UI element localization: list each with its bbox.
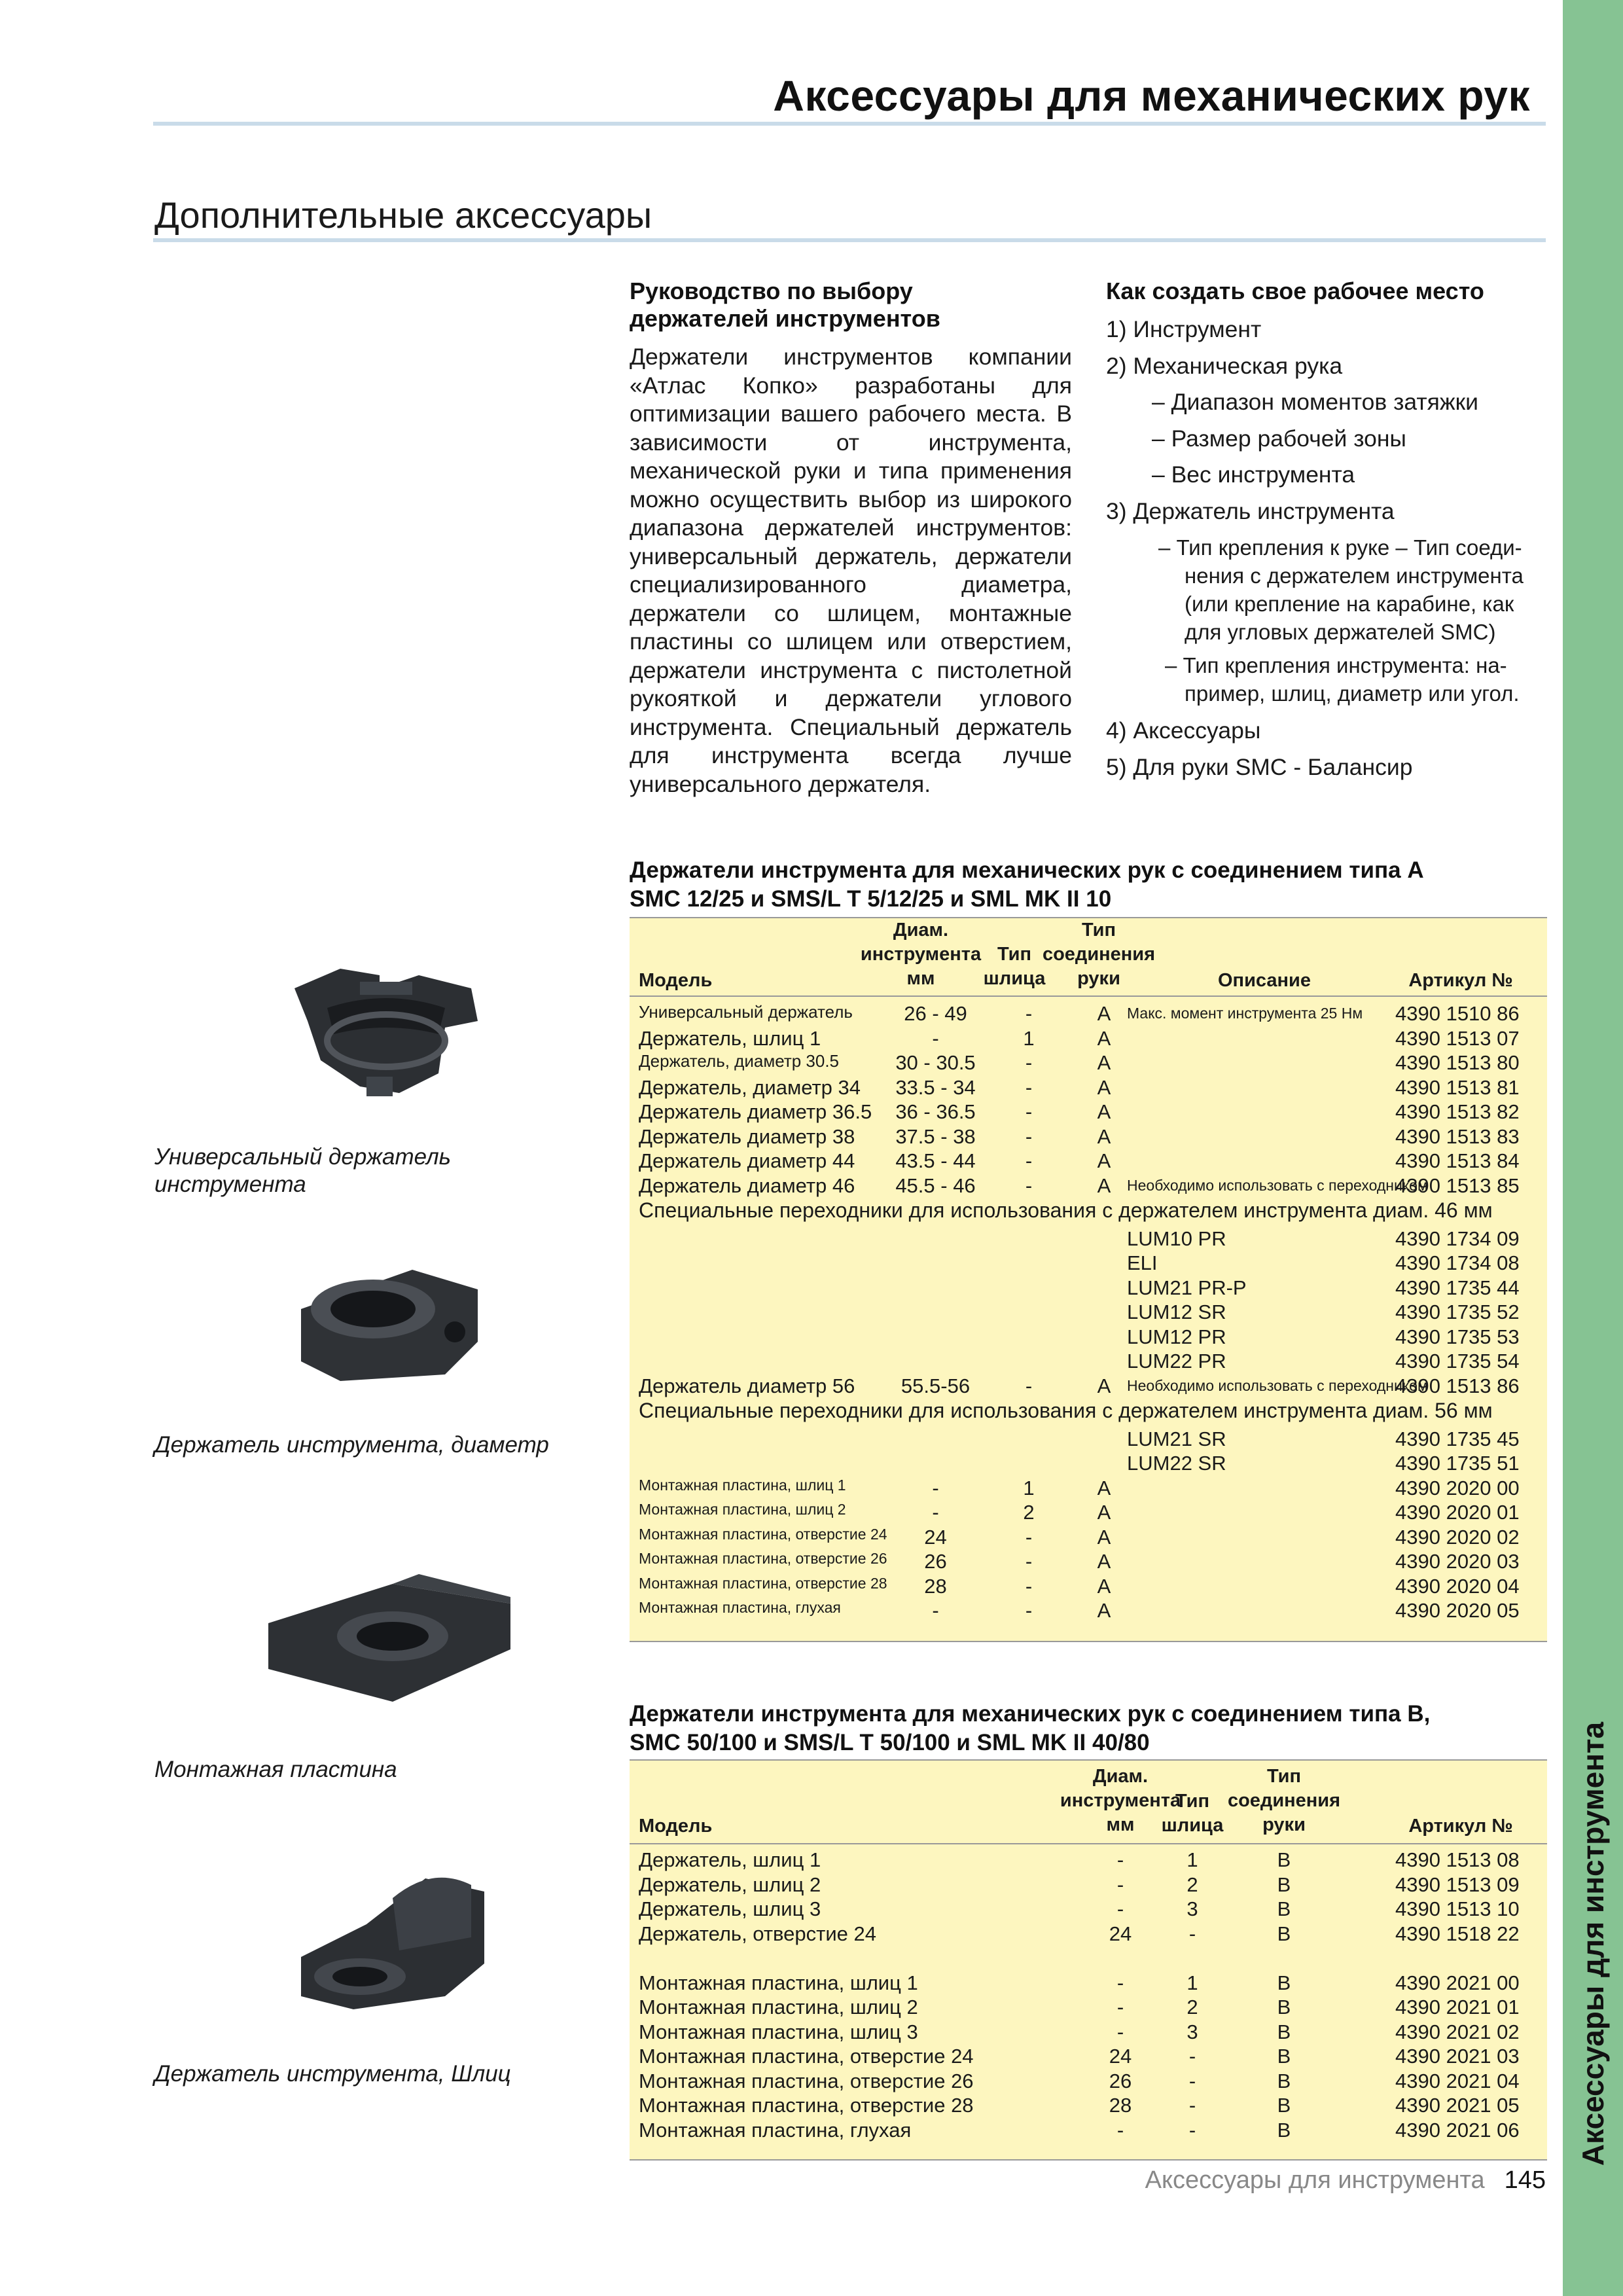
table-a-title-line: Держатели инструмента для механических рук с соединением типа A: [630, 857, 1424, 883]
adapter-row: [630, 1300, 1547, 1325]
cell-diam: -: [1116, 1996, 1124, 2018]
sub-step-line: пример, шлиц, диаметр или угол.: [1185, 681, 1520, 706]
table-row: [630, 1599, 1547, 1624]
cell-diam: 24: [1109, 1922, 1132, 1945]
cell-diam: -: [932, 1026, 939, 1050]
cell-diam: 26 - 49: [904, 1002, 967, 1025]
cell-slot: 3: [1186, 2020, 1198, 2043]
table-note: Специальные переходники для использования с держателем инструмента диам. 46 мм: [639, 1198, 1493, 1222]
cell-art: 4390 1513 81: [1395, 1075, 1520, 1099]
cell-diam: 30 - 30.5: [895, 1051, 976, 1074]
cell-slot: -: [1025, 1550, 1033, 1573]
cell-art: 4390 1513 08: [1395, 1848, 1520, 1871]
cell-desc: Необходимо использовать с переходником: [1127, 1376, 1428, 1394]
cell-art: 4390 1518 22: [1395, 1922, 1520, 1945]
cell-art: 4390 1513 80: [1395, 1051, 1520, 1074]
table-row: [630, 1897, 1547, 1922]
cell-art: 4390 1734 08: [1395, 1251, 1520, 1274]
cell-diam: 26: [924, 1550, 947, 1573]
cell-art: 4390 1510 86: [1395, 1002, 1520, 1025]
table-a: [630, 917, 1547, 1642]
cell-slot: -: [1188, 2094, 1196, 2117]
cell-art: 4390 2021 05: [1395, 2094, 1520, 2117]
table-b-title-line: SMC 50/100 и SMS/L T 50/100 и SML MK II 40/80: [630, 1730, 1150, 1755]
adapter-row: [630, 1227, 1547, 1252]
table-b-title: [630, 1700, 1430, 1757]
cell-conn: A: [1097, 1374, 1111, 1397]
adapter-row: [630, 1325, 1547, 1350]
table-row: [630, 1477, 1547, 1501]
sub-step: [1106, 651, 1548, 708]
col-model: Модель: [639, 970, 713, 991]
col-diam-l2: инструмента: [1060, 1790, 1181, 1811]
cell-diam: 43.5 - 44: [895, 1149, 976, 1172]
sub-step: – Размер рабочей зоны: [1152, 425, 1406, 452]
table-row: [630, 1922, 1547, 1947]
cell-adapter: LUM22 SR: [1127, 1452, 1226, 1475]
title-rule: [153, 122, 1546, 126]
cell-model: Монтажная пластина, глухая: [639, 1599, 841, 1616]
diameter-holder-image: [294, 1263, 484, 1394]
cell-art: 4390 1735 44: [1395, 1276, 1520, 1299]
cell-art: 4390 2021 04: [1395, 2069, 1520, 2092]
table-row: [630, 1002, 1547, 1027]
cell-art: 4390 2021 03: [1395, 2045, 1520, 2068]
cell-conn: A: [1097, 1002, 1111, 1025]
cell-adapter: LUM12 SR: [1127, 1300, 1226, 1323]
cell-slot: -: [1188, 1922, 1196, 1945]
cell-model: Монтажная пластина, шлиц 1: [639, 1476, 846, 1494]
caption-line: Универсальный держатель: [154, 1144, 452, 1170]
cell-conn: A: [1097, 1174, 1111, 1197]
table-note: Специальные переходники для использования с держателем инструмента диам. 56 мм: [639, 1399, 1493, 1422]
col-desc: Описание: [1218, 970, 1311, 991]
cell-model: Держатель диаметр 38: [639, 1124, 855, 1148]
sub-step: [1106, 533, 1548, 646]
cell-slot: 2: [1023, 1501, 1035, 1524]
col-conn: [1219, 1765, 1349, 1837]
cell-art: 4390 1513 84: [1395, 1149, 1520, 1172]
caption-line: инструмента: [154, 1172, 306, 1197]
cell-model: Держатель, отверстие 24: [639, 1922, 877, 1945]
cell-adapter: LUM21 SR: [1127, 1427, 1226, 1450]
section-rule: [153, 238, 1546, 242]
cell-slot: 2: [1186, 1996, 1198, 2018]
cell-model: Держатель диаметр 44: [639, 1149, 855, 1172]
cell-model: Монтажная пластина, отверстие 28: [639, 1574, 887, 1592]
cell-adapter: LUM22 PR: [1127, 1350, 1226, 1372]
col-conn-l3: руки: [1077, 968, 1120, 989]
cell-diam: -: [1116, 2118, 1124, 2142]
cell-slot: -: [1188, 2045, 1196, 2068]
cell-slot: -: [1025, 1174, 1033, 1197]
cell-conn: B: [1277, 1996, 1291, 2018]
cell-conn: A: [1097, 1124, 1111, 1148]
col-diam-l2: инструмента: [860, 944, 982, 965]
table-row: [630, 1848, 1547, 1873]
cell-adapter: LUM10 PR: [1127, 1227, 1226, 1250]
cell-conn: B: [1277, 2020, 1291, 2043]
cell-slot: -: [1025, 1100, 1033, 1123]
table-row: [630, 1051, 1547, 1076]
col-diam-l1: Диам.: [893, 920, 949, 941]
caption-mounting-plate: Монтажная пластина: [154, 1757, 397, 1782]
cell-art: 4390 2020 01: [1395, 1501, 1520, 1524]
caption-universal-holder: [154, 1143, 451, 1198]
cell-diam: -: [1116, 2020, 1124, 2043]
cell-model: Держатель диаметр 36.5: [639, 1100, 872, 1123]
cell-art: 4390 2020 05: [1395, 1599, 1520, 1622]
step: 3) Держатель инструмента: [1106, 497, 1395, 524]
side-tab-label: Аксессуары для инструмента: [1576, 1721, 1610, 2166]
col-art: Артикул №: [1408, 1816, 1513, 1837]
cell-diam: -: [932, 1599, 939, 1622]
cell-diam: 37.5 - 38: [895, 1124, 976, 1148]
table-row: [630, 1575, 1547, 1600]
cell-model: Держатель, шлиц 2: [639, 1873, 821, 1896]
section-title: Дополнительные аксессуары: [154, 194, 652, 236]
guide-title-line: держателей инструментов: [630, 305, 940, 332]
cell-slot: 1: [1023, 1026, 1035, 1050]
cell-diam: -: [932, 1476, 939, 1499]
footer-section: Аксессуары для инструмента: [1145, 2166, 1485, 2194]
table-row: [630, 2070, 1547, 2094]
cell-slot: 1: [1023, 1476, 1035, 1499]
cell-model: Монтажная пластина, отверстие 24: [639, 2045, 974, 2068]
cell-model: Монтажная пластина, отверстие 26: [639, 2069, 974, 2092]
cell-diam: 24: [1109, 2045, 1132, 2068]
col-slot-l1: Тип: [997, 944, 1031, 965]
cell-conn: A: [1097, 1574, 1111, 1598]
cell-model: Монтажная пластина, шлиц 2: [639, 1996, 918, 2018]
cell-art: 4390 2021 01: [1395, 1996, 1520, 2018]
adapter-row: [630, 1251, 1547, 1276]
col-conn-l1: Тип: [1267, 1766, 1301, 1787]
footer: [1145, 2166, 1546, 2195]
table-row: [630, 1125, 1547, 1150]
caption-diameter-holder: Держатель инструмента, диаметр: [154, 1432, 549, 1458]
workplace-steps: [1106, 312, 1548, 785]
cell-slot: -: [1025, 1599, 1033, 1622]
cell-diam: -: [1116, 1848, 1124, 1871]
table-b-title-line: Держатели инструмента для механических рук с соединением типа B,: [630, 1701, 1431, 1727]
col-art: Артикул №: [1408, 970, 1513, 991]
sub-step-line: (или крепление на карабине, как: [1185, 592, 1514, 616]
workplace-title: Как создать свое рабочее место: [1106, 278, 1484, 304]
cell-diam: -: [1116, 1897, 1124, 1920]
col-conn-l3: руки: [1262, 1814, 1306, 1835]
cell-art: 4390 2020 04: [1395, 1574, 1520, 1598]
cell-conn: B: [1277, 1971, 1291, 1994]
cell-art: 4390 1513 07: [1395, 1026, 1520, 1050]
table-row: [630, 1550, 1547, 1575]
cell-adapter: LUM21 PR-P: [1127, 1276, 1247, 1299]
cell-slot: -: [1025, 1574, 1033, 1598]
cell-conn: A: [1097, 1075, 1111, 1099]
col-conn-l2: соединения: [1227, 1790, 1341, 1811]
cell-art: 4390 1513 82: [1395, 1100, 1520, 1123]
adapter-row: [630, 1452, 1547, 1477]
cell-diam: -: [932, 1501, 939, 1524]
cell-model: Держатель, шлиц 3: [639, 1897, 821, 1920]
table-row: [630, 1501, 1547, 1526]
cell-model: Монтажная пластина, отверстие 26: [639, 1550, 887, 1567]
cell-model: Держатель диаметр 56: [639, 1374, 855, 1397]
cell-art: 4390 1513 10: [1395, 1897, 1520, 1920]
cell-art: 4390 1734 09: [1395, 1227, 1520, 1250]
step: 5) Для руки SMC - Балансир: [1106, 753, 1413, 780]
guide-title-line: Руководство по выбору: [630, 278, 913, 304]
cell-conn: B: [1277, 1897, 1291, 1920]
cell-slot: -: [1025, 1149, 1033, 1172]
cell-model: Монтажная пластина, отверстие 28: [639, 2094, 974, 2117]
cell-art: 4390 1513 83: [1395, 1124, 1520, 1148]
table-row: [630, 2020, 1547, 2045]
table-row: [630, 1149, 1547, 1174]
cell-slot: -: [1025, 1002, 1033, 1025]
col-slot-l2: шлица: [983, 968, 1046, 989]
cell-art: 4390 2020 03: [1395, 1550, 1520, 1573]
col-diam-l3: мм: [1106, 1814, 1135, 1835]
col-diam-l1: Диам.: [1092, 1766, 1149, 1787]
cell-conn: B: [1277, 1848, 1291, 1871]
guide-title: [630, 278, 940, 332]
cell-diam: 45.5 - 46: [895, 1174, 976, 1197]
cell-slot: -: [1025, 1374, 1033, 1397]
table-row: [630, 1971, 1547, 1996]
cell-slot: 3: [1186, 1897, 1198, 1920]
cell-adapter: LUM12 PR: [1127, 1325, 1226, 1348]
cell-conn: B: [1277, 2118, 1291, 2142]
cell-conn: A: [1097, 1525, 1111, 1549]
cell-art: 4390 2020 00: [1395, 1476, 1520, 1499]
sub-step-line: нения с держателем инструмента: [1185, 564, 1524, 588]
cell-slot: -: [1025, 1525, 1033, 1549]
sub-step: – Диапазон моментов затяжки: [1152, 389, 1478, 415]
cell-diam: 28: [1109, 2094, 1132, 2117]
col-model: Модель: [639, 1816, 713, 1837]
step: 1) Инструмент: [1106, 316, 1262, 342]
page-number: 145: [1504, 2166, 1546, 2194]
table-row: [630, 2094, 1547, 2119]
cell-diam: 24: [924, 1525, 947, 1549]
cell-conn: A: [1097, 1599, 1111, 1622]
cell-art: 4390 2021 00: [1395, 1971, 1520, 1994]
cell-art: 4390 1513 09: [1395, 1873, 1520, 1896]
cell-slot: -: [1188, 2069, 1196, 2092]
cell-art: 4390 1735 52: [1395, 1300, 1520, 1323]
cell-conn: A: [1097, 1100, 1111, 1123]
page-title: Аксессуары для механических рук: [773, 71, 1530, 120]
cell-slot: -: [1025, 1075, 1033, 1099]
sub-step-line: для угловых держателей SMC): [1185, 620, 1496, 644]
cell-model: Держатель диаметр 46: [639, 1174, 855, 1197]
cell-conn: A: [1097, 1550, 1111, 1573]
cell-diam: 55.5-56: [901, 1374, 971, 1397]
cell-slot: -: [1025, 1051, 1033, 1074]
sub-step-line: – Тип крепления к руке – Тип соеди-: [1158, 535, 1522, 560]
table-row: [630, 1076, 1547, 1101]
cell-model: Держатель, шлиц 1: [639, 1848, 821, 1871]
cell-desc: Макс. момент инструмента 25 Нм: [1127, 1005, 1363, 1022]
cell-diam: 26: [1109, 2069, 1132, 2092]
table-row: [630, 2119, 1547, 2144]
cell-conn: A: [1097, 1149, 1111, 1172]
cell-diam: -: [1116, 1873, 1124, 1896]
cell-art: 4390 1735 53: [1395, 1325, 1520, 1348]
table-row: [630, 1100, 1547, 1125]
cell-slot: 2: [1186, 1873, 1198, 1896]
cell-art: 4390 2020 02: [1395, 1525, 1520, 1549]
cell-art: 4390 1735 54: [1395, 1350, 1520, 1372]
cell-model: Держатель, диаметр 30.5: [639, 1051, 840, 1071]
sub-step-line: – Тип крепления инструмента: на-: [1165, 653, 1507, 677]
cell-diam: 28: [924, 1574, 947, 1598]
universal-holder-image: [281, 962, 497, 1113]
table-row: [630, 1374, 1547, 1399]
guide-text: Держатели инструментов компании «Атлас Копко» разработаны для оптимизации вашего рабочего места. В зависимости от инструмента, механической руки и типа применения можно осуществить выбор из широкого диапазона держателей инструментов: универсальный держатель, держатели специализированного диаметра, держатели со шлицем, монтажные пластины со шлицем или отверстием, держатели инструмента с пистолетной рукояткой и держатели углового инструмента. Специальный держатель для инструмента всегда лучше универсального держателя.: [630, 344, 1072, 797]
table-row: [630, 1873, 1547, 1898]
cell-conn: B: [1277, 2069, 1291, 2092]
col-diam-l3: мм: [906, 968, 935, 989]
sub-step: – Вес инструмента: [1152, 461, 1355, 488]
cell-conn: B: [1277, 2045, 1291, 2068]
table-a-title: [630, 856, 1424, 914]
cell-conn: A: [1097, 1051, 1111, 1074]
table-row: [630, 2045, 1547, 2070]
cell-art: 4390 1735 45: [1395, 1427, 1520, 1450]
cell-art: 4390 2021 02: [1395, 2020, 1520, 2043]
cell-desc: Необходимо использовать с переходником: [1127, 1176, 1428, 1194]
cell-conn: A: [1097, 1026, 1111, 1050]
cell-conn: A: [1097, 1501, 1111, 1524]
cell-slot: 1: [1186, 1971, 1198, 1994]
adapter-row: [630, 1276, 1547, 1301]
cell-conn: B: [1277, 1873, 1291, 1896]
adapter-row: [630, 1350, 1547, 1374]
table-a-header: [630, 918, 1547, 997]
table-a-title-line: SMC 12/25 и SMS/L T 5/12/25 и SML MK II 10: [630, 886, 1112, 912]
cell-model: Держатель, диаметр 34: [639, 1075, 861, 1099]
adapter-row: [630, 1427, 1547, 1452]
table-b: [630, 1759, 1547, 2161]
col-conn-l2: соединения: [1042, 944, 1156, 965]
cell-adapter: ELI: [1127, 1251, 1158, 1274]
step: 2) Механическая рука: [1106, 352, 1343, 379]
slot-holder-image: [294, 1865, 491, 2022]
cell-model: Монтажная пластина, шлиц 3: [639, 2020, 918, 2043]
mounting-plate-image: [262, 1571, 517, 1708]
cell-diam: 36 - 36.5: [895, 1100, 976, 1123]
cell-model: Держатель, шлиц 1: [639, 1026, 821, 1050]
cell-model: Монтажная пластина, шлиц 2: [639, 1501, 846, 1518]
cell-model: Монтажная пластина, шлиц 1: [639, 1971, 918, 1994]
cell-diam: 33.5 - 34: [895, 1075, 976, 1099]
cell-model: Монтажная пластина, глухая: [639, 2118, 912, 2142]
cell-slot: -: [1188, 2118, 1196, 2142]
cell-conn: B: [1277, 1922, 1291, 1945]
col-conn: [1033, 918, 1164, 991]
cell-model: Монтажная пластина, отверстие 24: [639, 1525, 887, 1543]
cell-art: 4390 1735 51: [1395, 1452, 1520, 1475]
cell-conn: B: [1277, 2094, 1291, 2117]
col-slot-l1: Тип: [1175, 1791, 1209, 1812]
col-diam: [855, 918, 986, 991]
cell-diam: -: [1116, 1971, 1124, 1994]
cell-art: 4390 2021 06: [1395, 2118, 1520, 2142]
col-conn-l1: Тип: [1082, 920, 1116, 941]
table-b-header: [630, 1761, 1547, 1844]
cell-model: Универсальный держатель: [639, 1002, 853, 1022]
cell-slot: 1: [1186, 1848, 1198, 1871]
table-row: [630, 1027, 1547, 1052]
table-row: [630, 1996, 1547, 2020]
cell-conn: A: [1097, 1476, 1111, 1499]
step: 4) Аксессуары: [1106, 717, 1261, 744]
table-row: [630, 1526, 1547, 1551]
cell-slot: -: [1025, 1124, 1033, 1148]
table-row: [630, 1174, 1547, 1199]
col-slot-l2: шлица: [1161, 1815, 1224, 1836]
cell-art: 4390 1513 85: [1395, 1174, 1520, 1197]
cell-art: 4390 1513 86: [1395, 1374, 1520, 1397]
caption-slot-holder: Держатель инструмента, Шлиц: [154, 2061, 511, 2087]
